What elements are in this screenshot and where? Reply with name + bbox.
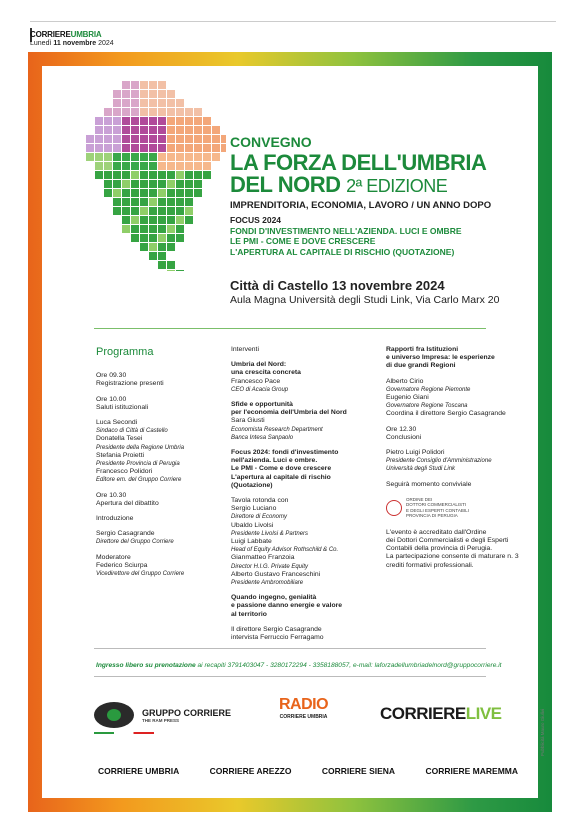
map-cell [131, 99, 139, 107]
map-cell [131, 180, 139, 188]
map-cell [158, 171, 166, 179]
map-cell [194, 144, 202, 152]
map-cell [122, 207, 130, 215]
map-cell [122, 135, 130, 143]
map-cell [113, 162, 121, 170]
map-cell [131, 207, 139, 215]
event-subtitle: IMPRENDITORIA, ECONOMIA, LAVORO / UN ANNO DOPO [230, 200, 492, 211]
map-cell [95, 153, 103, 161]
map-cell [203, 126, 211, 134]
map-cell [149, 171, 157, 179]
gruppo-g-icon [94, 702, 134, 728]
map-cell [95, 126, 103, 134]
map-cell [149, 117, 157, 125]
map-cell [140, 99, 148, 107]
publication-list [98, 766, 518, 776]
map-cell [122, 180, 130, 188]
map-cell [176, 153, 184, 161]
map-cell [158, 189, 166, 197]
sponsor-logos [94, 696, 514, 741]
map-cell [194, 117, 202, 125]
map-cell [122, 162, 130, 170]
map-cell [113, 135, 121, 143]
pub-arezzo: CORRIERE AREZZO [209, 766, 292, 776]
map-cell [167, 207, 175, 215]
map-cell [158, 180, 166, 188]
map-cell [140, 144, 148, 152]
map-cell [131, 189, 139, 197]
map-cell [176, 207, 184, 215]
map-cell [149, 99, 157, 107]
map-cell [203, 117, 211, 125]
corriere-live-logo: CORRIERELIVE [380, 704, 502, 723]
map-cell [140, 207, 148, 215]
gradient-frame [28, 52, 552, 812]
map-cell [122, 108, 130, 116]
map-cell [176, 216, 184, 224]
map-cell [194, 162, 202, 170]
map-cell [212, 144, 220, 152]
map-cell [95, 162, 103, 170]
map-cell [113, 108, 121, 116]
map-cell [140, 135, 148, 143]
pub-maremma: CORRIERE MAREMMA [425, 766, 518, 776]
map-cell [95, 144, 103, 152]
map-cell [149, 144, 157, 152]
header-logo: CORRIEREUMBRIA [30, 30, 102, 39]
program-column-1: Programma Ore 09.30 Registrazione presenti Ore 10.00 Saluti istituzionali Luca Secondi Sindaco di Città di Castello Donatella Tesei Presidente della Regione Umbria Stefania Proietti Presidente Provincia di Perugia Francesco Polidori Editore em. del Gruppo Corriere Ore 10.30 Apertura del dibattito Introduzione Sergio Casagrande Direttore del Gruppo Corriere Moderatore Federico Sciurpa Vicedirettore del Gruppo Corriere [96, 346, 216, 578]
map-cell [131, 144, 139, 152]
page-header [30, 30, 114, 47]
map-cell [194, 180, 202, 188]
pub-umbria: CORRIERE UMBRIA [98, 766, 180, 776]
venue: Aula Magna Università degli Studi Link, Via Carlo Marx 20 [230, 294, 500, 306]
map-cell [194, 108, 202, 116]
map-cell [194, 171, 202, 179]
map-cell [149, 252, 157, 260]
map-cell [140, 189, 148, 197]
map-cell [131, 117, 139, 125]
map-cell [167, 144, 175, 152]
map-cell [113, 99, 121, 107]
map-cell [140, 234, 148, 242]
booking-info: Ingresso libero su prenotazione ai recapiti 3791403047 - 3280172294 - 3358188057, e-mail: laforzadellumbriadelnord@gruppocorriere.it [96, 662, 502, 669]
event-title: LA FORZA DELL'UMBRIA DEL NORD 2ª EDIZIONE [230, 150, 487, 197]
map-cell [167, 243, 175, 251]
map-cell [122, 81, 130, 89]
map-cell [149, 135, 157, 143]
map-cell [122, 171, 130, 179]
map-cell [122, 90, 130, 98]
map-cell [167, 117, 175, 125]
poster-body [42, 66, 545, 798]
map-cell [176, 171, 184, 179]
map-cell [104, 108, 112, 116]
map-cell [158, 234, 166, 242]
map-cell [149, 225, 157, 233]
focus-block: FOCUS 2024 FONDI D'INVESTIMENTO NELL'AZIENDA. LUCI E OMBRE LE PMI - COME E DOVE CRESCERE L'APERTURA AL CAPITALE DI RISCHIO (QUOTAZIONE) [230, 215, 462, 257]
booking-email[interactable]: laforzadellumbriadelnord@gruppocorriere.it [374, 662, 502, 669]
map-cell [140, 108, 148, 116]
program-heading: Programma [96, 346, 154, 358]
header-date: Lunedì 11 novembre 2024 [30, 40, 114, 47]
map-cell [149, 234, 157, 242]
map-cell [104, 162, 112, 170]
map-cell [185, 198, 193, 206]
map-cell [158, 261, 166, 269]
map-cell [131, 198, 139, 206]
map-cell [140, 126, 148, 134]
map-cell [113, 153, 121, 161]
map-cell [158, 198, 166, 206]
map-cell [203, 171, 211, 179]
map-cell [131, 81, 139, 89]
map-cell [104, 153, 112, 161]
map-cell [167, 180, 175, 188]
map-cell [149, 216, 157, 224]
map-cell [167, 171, 175, 179]
map-cell [158, 216, 166, 224]
map-cell [149, 162, 157, 170]
map-cell [158, 135, 166, 143]
map-cell [86, 135, 94, 143]
map-cell [122, 144, 130, 152]
map-cell [167, 189, 175, 197]
map-cell [104, 171, 112, 179]
map-cell [176, 135, 184, 143]
map-cell [158, 81, 166, 89]
map-cell [176, 162, 184, 170]
map-cell [122, 225, 130, 233]
map-cell [140, 225, 148, 233]
map-cell [158, 108, 166, 116]
map-cell [149, 243, 157, 251]
map-cell [176, 270, 184, 271]
map-cell [149, 198, 157, 206]
map-cell [122, 126, 130, 134]
map-cell [158, 153, 166, 161]
city-date: Città di Castello 13 novembre 2024 [230, 278, 445, 293]
map-cell [122, 117, 130, 125]
map-cell [104, 144, 112, 152]
map-cell [203, 144, 211, 152]
map-cell [167, 135, 175, 143]
seal-icon [386, 500, 402, 516]
section-divider [94, 328, 486, 329]
map-cell [185, 216, 193, 224]
map-cell [149, 126, 157, 134]
radio-logo: RADIO CORRIERE UMBRIA [279, 696, 329, 720]
map-cell [185, 126, 193, 134]
map-cell [212, 126, 220, 134]
map-cell [131, 135, 139, 143]
map-cell [167, 108, 175, 116]
map-cell [185, 189, 193, 197]
map-cell [113, 180, 121, 188]
map-cell [95, 117, 103, 125]
map-cell [86, 144, 94, 152]
program-column-3: Rapporti fra Istituzioni e universo Impresa: le esperienze di due grandi Regioni Alberto Cirio Governatore Regione Piemonte Eugenio Giani Governatore Regione Toscana Coordina il direttore Sergio Casagrande Ore 12.30 Conclusioni Pietro Luigi Polidori Presidente Consiglio d'Amministrazione Università degli Studi Link Seguirà momento conviviale ORDINE DEI DOTTORI COMMERCIALISTI E DEGLI ESPERTI CONTABILI PROVINCIA DI PERUGIA L'evento è accreditato dall'Ordine dei Dottori Commercialisti e degli Esperti Contabili della provincia di Perugia. La partecipazione consente di maturare n. 3 crediti formativi professionali. [386, 346, 526, 570]
event-kicker: CONVEGNO [230, 134, 312, 150]
map-cell [194, 153, 202, 161]
map-cell [140, 171, 148, 179]
map-cell [95, 135, 103, 143]
map-cell [158, 225, 166, 233]
map-cell [203, 162, 211, 170]
map-cell [185, 153, 193, 161]
map-cell [140, 198, 148, 206]
map-cell [212, 153, 220, 161]
map-cell [185, 117, 193, 125]
tricolor-line [94, 732, 154, 734]
map-cell [167, 261, 175, 269]
map-cell [176, 99, 184, 107]
map-cell [149, 90, 157, 98]
map-cell [113, 90, 121, 98]
map-cell [203, 153, 211, 161]
map-cell [140, 153, 148, 161]
map-cell [149, 189, 157, 197]
gruppo-corriere-logo: GRUPPO CORRIERE THE RAM PRESS [94, 702, 231, 728]
map-cell [167, 99, 175, 107]
map-cell [158, 90, 166, 98]
map-cell [104, 135, 112, 143]
map-cell [113, 198, 121, 206]
map-cell [167, 225, 175, 233]
map-cell [176, 108, 184, 116]
map-cell [167, 198, 175, 206]
map-cell [122, 99, 130, 107]
footer-divider-bottom [94, 676, 486, 677]
map-cell [149, 81, 157, 89]
program-column-2: Interventi Umbria del Nord: una crescita concreta Francesco Pace CEO di Acacia Group Sfide e opportunità per l'economia dell'Umbria del Nord Sara Giusti Economista Research Department Banca Intesa Sanpaolo Focus 2024: fondi d'investimento nell'azienda. Luci e ombre. Le PMI - Come e dove crescere L'apertura al capitale di rischio (Quotazione) Tavola rotonda con Sergio Luciano Direttore di Economy Ubaldo Livolsi Presidente Livolsi & Partners Luigi Labbate Head of Equity Advisor Rothschild & Co. Gianmatteo Franzoia Director H.I.G. Private Equity Alberto Gustavo Franceschini Presidente Ambromobiliare Quando ingegno, genialità e passione danno energie e valore al territorio Il direttore Sergio Casagrande intervista Ferruccio Ferragamo [231, 346, 347, 642]
map-cell [185, 144, 193, 152]
map-cell [113, 117, 121, 125]
map-cell [158, 162, 166, 170]
map-cell [149, 207, 157, 215]
map-cell [131, 171, 139, 179]
map-cell [158, 126, 166, 134]
map-cell [131, 234, 139, 242]
map-cell [131, 162, 139, 170]
ordine-seal: ORDINE DEI DOTTORI COMMERCIALISTI E DEGLI ESPERTI CONTABILI PROVINCIA DI PERUGIA [386, 497, 526, 519]
map-cell [185, 180, 193, 188]
map-cell [113, 171, 121, 179]
pub-siena: CORRIERE SIENA [321, 766, 396, 776]
map-cell [113, 189, 121, 197]
footer-divider-top [94, 648, 486, 649]
map-cell [194, 189, 202, 197]
map-cell [104, 117, 112, 125]
map-cell [185, 207, 193, 215]
map-cell [95, 171, 103, 179]
map-cell [221, 144, 226, 152]
map-cell [158, 99, 166, 107]
map-cell [176, 117, 184, 125]
map-cell [122, 216, 130, 224]
map-cell [131, 225, 139, 233]
map-cell [194, 126, 202, 134]
map-cell [131, 126, 139, 134]
map-cell [86, 153, 94, 161]
map-cell [113, 126, 121, 134]
map-cell [104, 189, 112, 197]
map-cell [131, 108, 139, 116]
map-cell [122, 153, 130, 161]
map-cell [167, 234, 175, 242]
map-cell [131, 216, 139, 224]
map-cell [176, 180, 184, 188]
map-cell [176, 225, 184, 233]
map-cell [113, 207, 121, 215]
map-cell [113, 144, 121, 152]
map-cell [158, 117, 166, 125]
map-cell [149, 108, 157, 116]
map-cell [212, 135, 220, 143]
map-cell [149, 153, 157, 161]
map-cell [194, 135, 202, 143]
map-cell [167, 216, 175, 224]
map-cell [158, 144, 166, 152]
umbria-pixel-map [86, 81, 226, 271]
map-cell [167, 90, 175, 98]
map-cell [122, 189, 130, 197]
map-cell [176, 144, 184, 152]
map-cell [221, 135, 226, 143]
map-cell [167, 270, 175, 271]
map-cell [167, 126, 175, 134]
map-cell [104, 126, 112, 134]
map-cell [176, 189, 184, 197]
map-cell [185, 135, 193, 143]
map-cell [176, 198, 184, 206]
map-cell [158, 207, 166, 215]
map-cell [176, 126, 184, 134]
map-cell [140, 90, 148, 98]
header-rule [30, 21, 556, 22]
map-cell [140, 180, 148, 188]
map-cell [185, 171, 193, 179]
map-cell [185, 108, 193, 116]
map-cell [158, 243, 166, 251]
map-cell [140, 243, 148, 251]
map-cell [158, 252, 166, 260]
credit-text: Pubblicità Mauro Giulivi [540, 708, 545, 756]
map-cell [185, 162, 193, 170]
map-cell [149, 180, 157, 188]
map-cell [140, 216, 148, 224]
map-cell [167, 162, 175, 170]
map-cell [140, 81, 148, 89]
map-cell [140, 117, 148, 125]
map-cell [122, 198, 130, 206]
map-cell [140, 162, 148, 170]
map-cell [131, 153, 139, 161]
map-cell [167, 153, 175, 161]
map-cell [203, 135, 211, 143]
map-cell [176, 234, 184, 242]
map-cell [131, 90, 139, 98]
map-cell [104, 180, 112, 188]
